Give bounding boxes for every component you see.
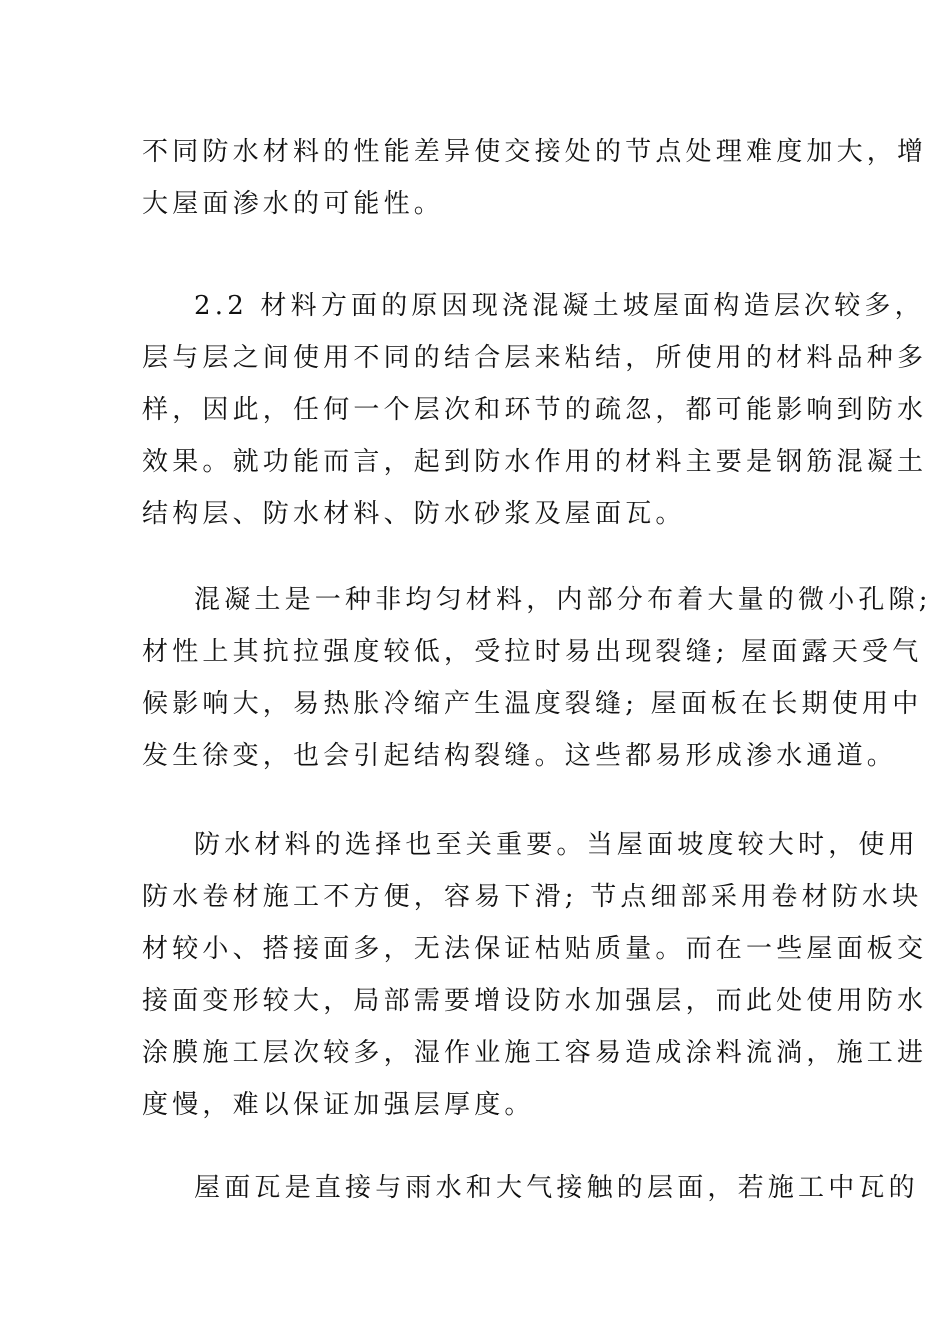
text-line: 候影响大，易热胀冷缩产生温度裂缝; 屋面板在长期使用中 xyxy=(142,689,923,719)
text-line: 屋面瓦是直接与雨水和大气接触的层面，若施工中瓦的 xyxy=(194,1173,919,1203)
text-line: 涂膜施工层次较多，湿作业施工容易造成涂料流淌，施工进 xyxy=(142,1038,928,1068)
text-line: 防水材料的选择也至关重要。当屋面坡度较大时，使用 xyxy=(194,830,919,860)
text-line: 混凝土是一种非均匀材料，内部分布着大量的微小孔隙; xyxy=(194,585,932,615)
paragraph-5 xyxy=(142,1162,919,1214)
text-line: 防水卷材施工不方便，容易下滑; 节点细部采用卷材防水块 xyxy=(142,882,923,912)
text-line: 发生徐变，也会引起结构裂缝。这些都易形成渗水通道。 xyxy=(142,741,898,771)
paragraph-2 xyxy=(142,280,928,540)
text-line: 接面变形较大，局部需要增设防水加强层，而此处使用防水 xyxy=(142,986,928,1016)
paragraph-1 xyxy=(142,126,928,230)
text-line: 效果。就功能而言，起到防水作用的材料主要是钢筋混凝土 xyxy=(142,447,928,477)
paragraph-3 xyxy=(142,574,932,782)
text-line: 结构层、防水材料、防水砂浆及屋面瓦。 xyxy=(142,499,686,529)
text-line: 样，因此，任何一个层次和环节的疏忽，都可能影响到防水 xyxy=(142,395,928,425)
text-line: 大屋面渗水的可能性。 xyxy=(142,189,445,219)
text-line: 材较小、搭接面多，无法保证枯贴质量。而在一些屋面板交 xyxy=(142,934,928,964)
text-line: 2.2 材料方面的原因现浇混凝土坡屋面构造层次较多， xyxy=(194,291,925,321)
text-line: 度慢，难以保证加强层厚度。 xyxy=(142,1090,535,1120)
text-line: 层与层之间使用不同的结合层来粘结，所使用的材料品种多 xyxy=(142,343,928,373)
paragraph-4 xyxy=(142,819,928,1131)
text-line: 材性上其抗拉强度较低，受拉时易出现裂缝; 屋面露天受气 xyxy=(142,637,923,667)
text-line: 不同防水材料的性能差异使交接处的节点处理难度加大，增 xyxy=(142,137,928,167)
